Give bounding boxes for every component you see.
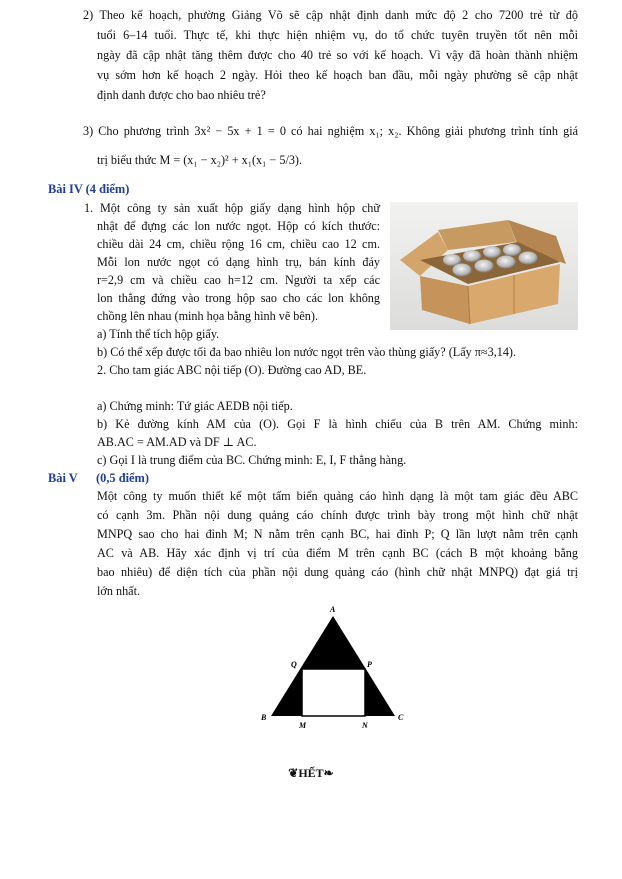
p2-c: c) Gọi I là trung điểm của BC. Chứng minh: E, I, F thẳng hàng.	[97, 453, 407, 467]
p1-a: a) Tính thể tích hộp giấy.	[97, 327, 220, 341]
label-Q: Q	[291, 660, 297, 669]
bai-4-heading: Bài IV (4 điểm)	[48, 182, 130, 196]
label-A: A	[330, 605, 336, 614]
b5-line-6: lớn nhất.	[97, 584, 141, 598]
q2-line-3: ngày đã cập nhật tăng thêm được cho 40 trẻ so với kế hoạch. Vì vậy đã hoàn thành nhiệm	[97, 48, 578, 62]
b5-line-4: AC và AB. Hãy xác định vị trí của điểm M trên cạnh BC (cách B một khoảng bằng	[97, 546, 578, 560]
rectangle-mnpq	[302, 669, 365, 716]
triangle-figure	[258, 600, 408, 735]
p1-line-7: chồng lên nhau (minh họa bằng hình vẽ bên).	[97, 309, 319, 323]
p1-line-5: r=2,9 cm và chiều cao h=12 cm. Người ta xếp các	[97, 273, 380, 287]
q2-line-1: 2) Theo kế hoạch, phường Giảng Võ sẽ cập nhật định danh mức độ 2 cho 7200 trẻ từ độ	[83, 8, 578, 22]
q3-line-2: trị biểu thức M = (x₁ − x₂)² + x₁(x₁ − 5/3).	[97, 153, 303, 167]
box-photo	[390, 202, 578, 330]
bai-5-label: Bài V	[48, 471, 78, 485]
b5-line-5: bao nhiêu) để diện tích của phần nội dung quảng cáo (hình chữ nhật MNPQ) đạt giá trị	[97, 565, 578, 579]
b5-line-2: có cạnh 3m. Phần nội dung quảng cáo chính được trình bày trong một hình chữ nhật	[97, 508, 578, 522]
p1-line-1: 1. Một công ty sản xuất hộp giấy dạng hình hộp chữ	[84, 201, 380, 215]
p2-statement: 2. Cho tam giác ABC nội tiếp (O). Đường cao AD, BE.	[97, 363, 367, 377]
p1-line-2: nhật để đựng các lon nước ngọt. Hộp có kích thước:	[97, 219, 380, 233]
triangle-abc-rectangle-mnpq	[258, 600, 408, 735]
q2-line-4: vụ sớm hơn kế hoạch 2 ngày. Hỏi theo kế hoạch ban đầu, mỗi ngày phường sẽ cập nhật	[97, 68, 578, 82]
label-M: M	[299, 721, 307, 730]
q2-line-5: định danh được cho bao nhiêu trẻ?	[97, 88, 266, 102]
p2-b-line-2: AB.AC = AM.AD và DF ⊥ AC.	[97, 435, 257, 449]
label-N: N	[362, 721, 368, 730]
q3-line-1: 3) Cho phương trình 3x² − 5x + 1 = 0 có hai nghiệm x₁; x₂. Không giải phương trình tính giá	[83, 124, 578, 138]
b5-line-1: Một công ty muốn thiết kế một tấm biển quảng cáo hình dạng là một tam giác đều ABC	[97, 489, 578, 503]
label-P: P	[367, 660, 372, 669]
b5-line-3: MNPQ sao cho hai đỉnh M; N nằm trên cạnh BC, hai đỉnh P; Q lần lượt nằm trên cạnh	[97, 527, 578, 541]
box-of-cans-image	[390, 202, 578, 330]
p1-b: b) Có thể xếp được tối đa bao nhiêu lon nước ngọt trên vào thùng giấy? (Lấy π≈3,14).	[97, 345, 517, 359]
p1-line-6: lon thẳng đứng vào trong hộp sao cho các lon không	[97, 291, 380, 305]
p1-line-4: Mỗi lon nước ngọt có dạng hình trụ, bán kính đáy	[97, 255, 380, 269]
label-C: C	[398, 713, 404, 722]
end-marker: ❦HẾT❧	[288, 766, 334, 780]
p2-a: a) Chứng minh: Tứ giác AEDB nội tiếp.	[97, 399, 293, 413]
q2-line-2: tuổi 6–14 tuổi. Thực tế, khi thực hiện nhiệm vụ, do tổ chức tuyên truyền tốt nên mỗi	[97, 28, 578, 42]
label-B: B	[261, 713, 267, 722]
bai-5-points: (0,5 điểm)	[96, 471, 149, 485]
p2-b-line-1: b) Kẻ đường kính AM của (O). Gọi F là hình chiếu của B trên AM. Chứng minh:	[97, 417, 578, 431]
p1-line-3: chiều dài 24 cm, chiều rộng 16 cm, chiều cao 12 cm.	[97, 237, 380, 251]
